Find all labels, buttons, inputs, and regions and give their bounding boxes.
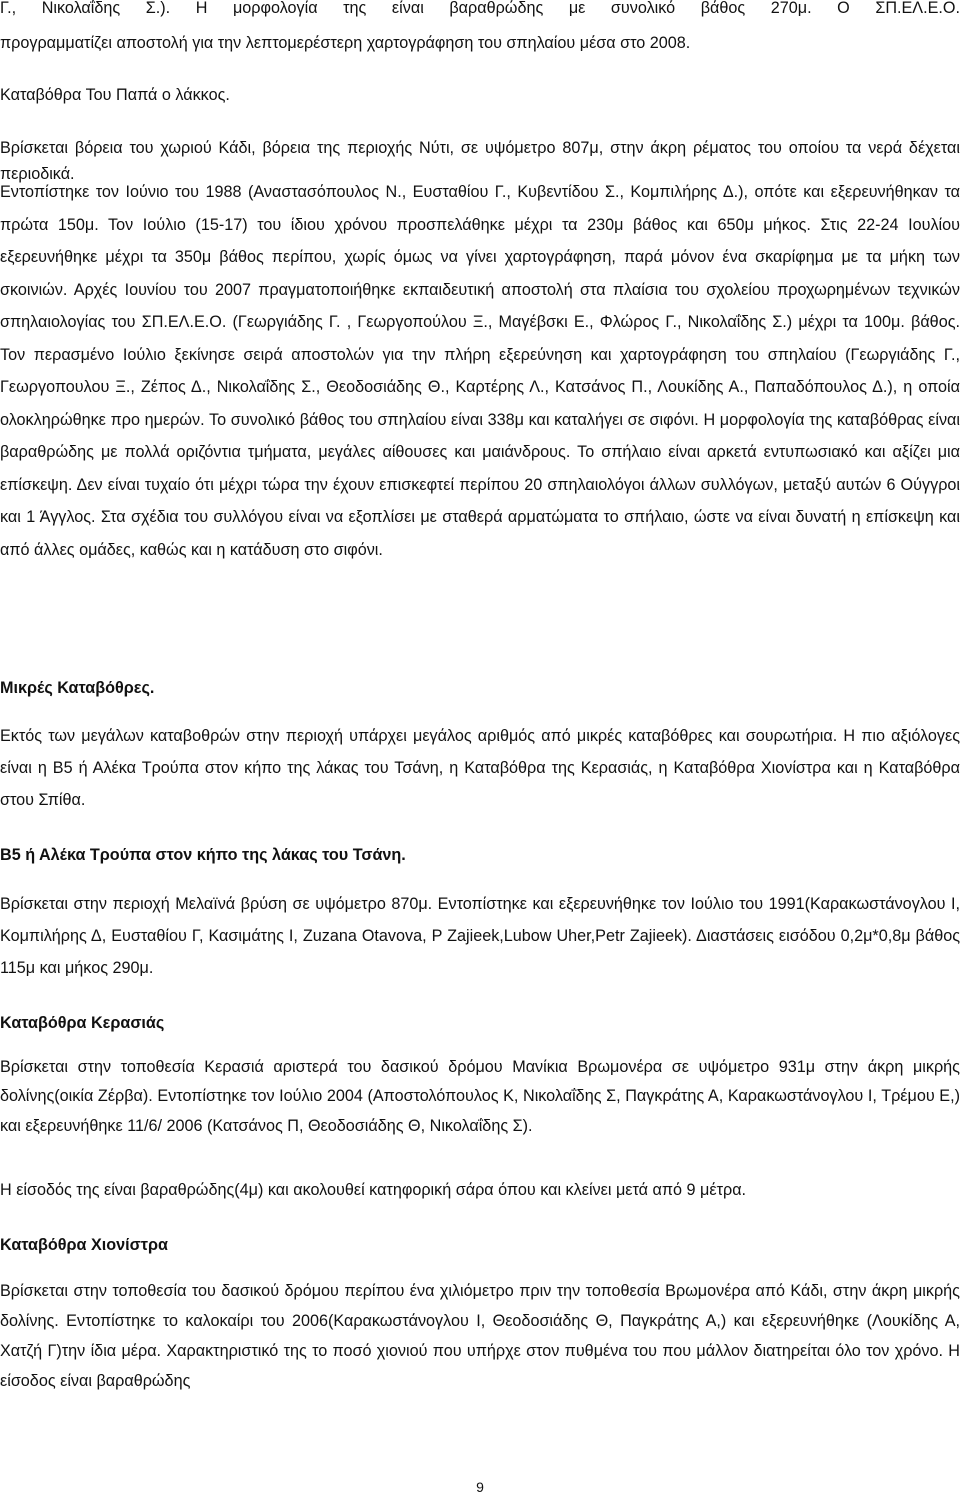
section-heading-chionistra: Καταβόθρα Χιονίστρα [0,1236,168,1254]
kerasia-paragraph-1: Βρίσκεται στην τοποθεσία Κερασιά αριστερά του δασικού δρόμου Μανίκια Βρωμονέρα σε υψόμετρο 931μ στην άκρη μικρής δολίνης(οικία Ζέρβα). Εντοπίστηκε τον Ιούλιο 2004 (Αποστολόπουλος Κ, Νικολαΐδης Σ, Παγκράτης Α, Καρακωστάνογλου Ι, Τρέμου Ε,) και εξερευνήθηκε 11/6/ 2006 (Κατσάνος Π, Θεοδοσιάδης Θ, Νικολαΐδης Σ). [0,1058,960,1135]
chionistra-paragraph: Βρίσκεται στην τοποθεσία του δασικού δρόμου περίπου ένα χιλιόμετρο πριν την τοποθεσία Βρωμονέρα από Κάδι, στην άκρη μικρής δολίνης. Εντοπίστηκε το καλοκαίρι του 2006(Καρακωστάνογλου Ι, Θεοδοσιάδης Θ, Παγκράτης Α,) και εξερευνήθηκε (Λουκίδης Α, Χατζή Γ)την ίδια μέρα. Χαρακτηριστικό της το ποσό χιονιού που υπήρχε στον πυθμένα του που μάλλον διατηρείται όλο τον χρόνο. Η είσοδος είναι βαραθρώδης [0,1282,960,1390]
papa-paragraph-1: Βρίσκεται βόρεια του χωριού Κάδι, βόρεια της περιοχής Νύτι, σε υψόμετρο 807μ, στην άκρη ρέματος του οποίου τα νερά δέχεται περιοδικά. [0,139,960,183]
intro-line-1: Γ., Νικολαΐδης Σ.). Η μορφολογία της είναι βαραθρώδης με συνολικό βάθος 270μ. Ο ΣΠ.ΕΛ.Ε.Ο. [0,0,960,17]
papa-paragraph-2: Εντοπίστηκε τον Ιούνιο του 1988 (Αναστασόπουλος Ν., Ευσταθίου Γ., Κυβεντίδου Σ., Κομπιλήρης Δ.), οπότε και εξερευνήθηκαν τα πρώτα 150μ. Τον Ιούλιο (15-17) του ίδιου χρόνου προσπελάθηκε μέχρι τα 230μ βάθος και 650μ μήκος. Στις 22-24 Ιουλίου εξερευνήθηκε μέχρι τα 350μ βάθος περίπου, χωρίς όμως να γίνει χαρτογράφηση, παρά μόνον ένα σκαρίφημα με τα μήκη των σκοινιών. Αρχές Ιουνίου του 2007 πραγματοποιήθηκε εκπαιδευτική αποστολή στα πλαίσια του σχολείου προχωρημένων τεχνικών σπηλαιολογίας του ΣΠ.ΕΛ.Ε.Ο. (Γεωργιάδης Γ. , Γεωργοπούλου Ξ., Μαγέβσκι Ε., Φλώρος Γ., Νικολαΐδης Σ.) μέχρι τα 100μ. βάθος. Τον περασμένο Ιούλιο ξεκίνησε σειρά αποστολών για την πλήρη εξερεύνηση και χαρτογράφηση του σπηλαίου (Γεωργιάδης Γ., Γεωργοπουλου Ξ., Ζέπος Δ., Νικολαΐδης Σ., Θεοδοσιάδης Θ., Καρτέρης Λ., Κατσάνος Π., Λουκίδης Α., Παπαδόπουλος Δ.), η οποία ολοκληρώθηκε προ ημερών. Το συνολικό βάθος του σπηλαίου είναι 338μ και καταλήγει σε σιφόνι. Η μορφολογία της καταβόθρας είναι βαραθρώδης με πολλά οριζόντια τμήματα, μεγάλες αίθουσες και μαιάνδρους. Το σπήλαιο είναι αρκετά εντυπωσιακό και αξίζει μια επίσκεψη. Δεν είναι τυχαίο ότι μέχρι τώρα την έχουν επισκεφτεί περίπου 20 σπηλαιολόγοι άλλων συλλόγων, μεταξύ αυτών 6 Ούγγροι και 1 Άγγλος. Στα σχέδια του συλλόγου είναι να εξοπλίσει με σταθερά αρματώματα το σπήλαιο, ώστε να είναι δυνατή η επίσκεψη και από άλλες ομάδες, καθώς και η κατάδυση στο σιφόνι. [0,183,960,559]
page-number: 9 [476,1479,484,1495]
section-heading-small-sinkholes: Μικρές Καταβόθρες. [0,679,155,697]
section-heading-kerasia: Καταβόθρα Κερασιάς [0,1014,165,1032]
b5-paragraph: Βρίσκεται στην περιοχή Μελαїνά βρύση σε υψόμετρο 870μ. Εντοπίστηκε και εξερευνήθηκε τον Ιούλιο του 1991(Καρακωστάνογλου Ι, Κομπιλήρης Δ, Ευσταθίου Γ, Κασιμάτης Ι, Zuzana Otavova, P Zajieek,Lubow Uher,Petr Zajieek). Διαστάσεις εισόδου 0,2μ*0,8μ βάθος 115μ και μήκος 290μ. [0,895,960,977]
intro-line-2: προγραμματίζει αποστολή για την λεπτομερέστερη χαρτογράφηση του σπηλαίου μέσα στο 2008. [0,34,691,52]
section-heading-b5: Β5 ή Αλέκα Τρούπα στον κήπο της λάκας του Τσάνη. [0,846,406,864]
kerasia-paragraph-2: Η είσοδός της είναι βαραθρώδης(4μ) και ακολουθεί κατηφορική σάρα όπου και κλείνει μετά από 9 μέτρα. [0,1181,747,1199]
section-heading-papa: Καταβόθρα Του Παπά ο λάκκος. [0,86,230,104]
small-sinkholes-paragraph: Εκτός των μεγάλων καταβοθρών στην περιοχή υπάρχει μεγάλος αριθμός από μικρές καταβόθρες και σουρωτήρια. Η πιο αξιόλογες είναι η Β5 ή Αλέκα Τρούπα στον κήπο της λάκας του Τσάνη, η Καταβόθρα της Κερασιάς, η Καταβόθρα Χιονίστρα και η Καταβόθρα στου Σπίθα. [0,727,960,809]
